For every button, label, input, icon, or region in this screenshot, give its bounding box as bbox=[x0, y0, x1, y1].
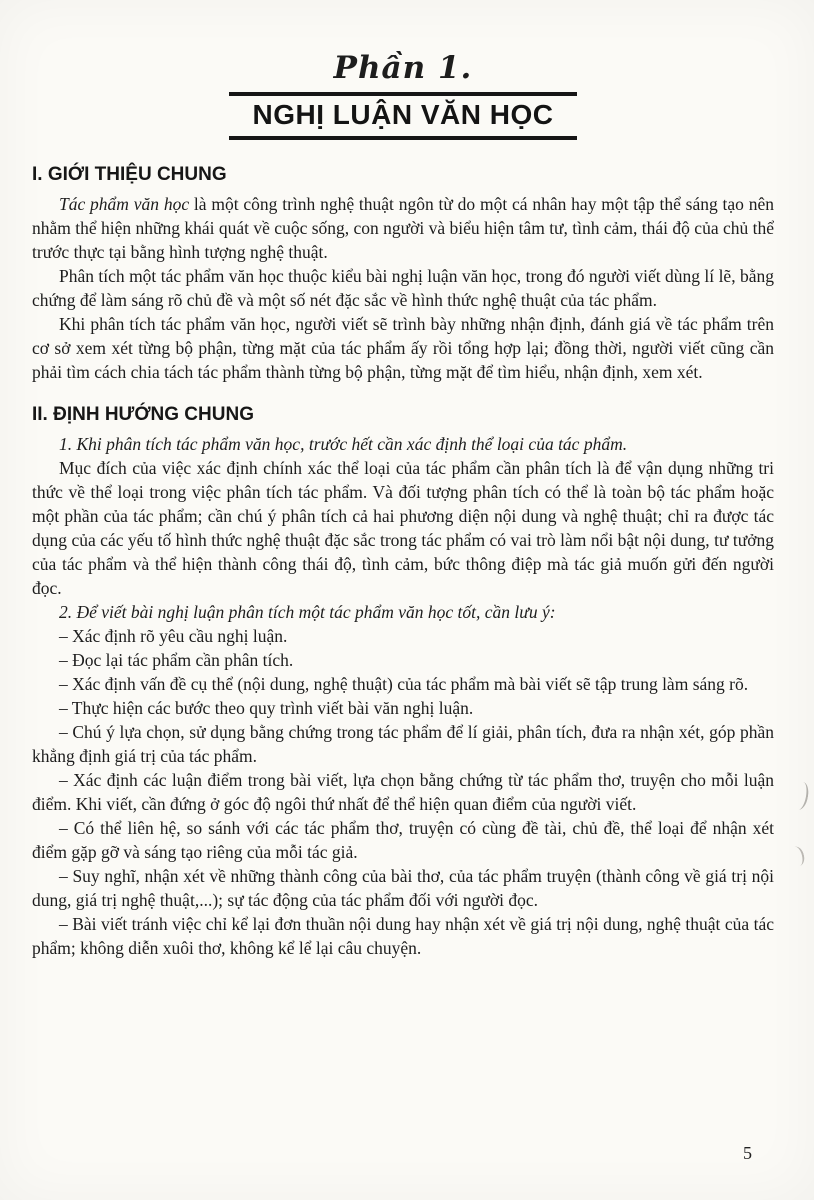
chapter-title-box bbox=[229, 92, 577, 140]
list-item: – Xác định vấn đề cụ thể (nội dung, nghệ thuật) của tác phẩm mà bài viết sẽ tập trung làm sáng rõ. bbox=[59, 674, 749, 694]
section-heading-dinh-huong: II. ĐỊNH HƯỚNG CHUNG bbox=[32, 404, 254, 425]
scan-artifact bbox=[794, 781, 811, 811]
list-item: – Chú ý lựa chọn, sử dụng bằng chứng trong tác phẩm để lí giải, phân tích, đưa ra nhận xét, góp phần khẳng định giá trị của tác phẩm. bbox=[32, 722, 774, 766]
list-item: – Có thể liên hệ, so sánh với các tác phẩm thơ, truyện có cùng đề tài, chủ đề, thể loại để nhận xét điểm gặp gỡ và sáng tạo riêng của mỗi tác giả. bbox=[32, 818, 774, 862]
section-heading-gioi-thieu: I. GIỚI THIỆU CHUNG bbox=[32, 164, 227, 185]
list-item: – Xác định các luận điểm trong bài viết, lựa chọn bằng chứng từ tác phẩm thơ, truyện cho mỗi luận điểm. Khi viết, cần đứng ở góc độ ngôi thứ nhất để thể hiện quan điểm của người viết. bbox=[32, 770, 774, 814]
paragraph bbox=[32, 192, 774, 264]
chapter-title: NGHỊ LUẬN VĂN HỌC bbox=[252, 99, 554, 130]
paragraph: Mục đích của việc xác định chính xác thể loại của tác phẩm cần phân tích là để vận dụng những tri thức về thể loại trong việc phân tích tác phẩm. Và đối tượng phân tích có thể là toàn bộ tác phẩm hoặc một phần của tác phẩm; cần chú ý phân tích cả hai phương diện nội dung và nghệ thuật; chỉ ra được tác dụng của các yếu tố hình thức nghệ thuật đặc sắc trong tác phẩm có vai trò làm nổi bật nội dung, tư tưởng của tác phẩm và thể hiện thành công thái độ, tình cảm, bức thông điệp mà tác giả muốn gửi đến người đọc. bbox=[32, 458, 774, 598]
scan-artifact bbox=[792, 845, 807, 867]
paragraph-text: là một công trình nghệ thuật ngôn từ do một cá nhân hay một tập thể sáng tạo nên nhằm thể hiện những khái quát về cuộc sống, con người và biểu hiện tâm tư, tình cảm, thái độ của chủ thể trước thực tại bằng hình tượng nghệ thuật. bbox=[32, 194, 774, 262]
paragraph-lead-term: Tác phẩm văn học bbox=[59, 194, 190, 214]
list-item: – Đọc lại tác phẩm cần phân tích. bbox=[59, 650, 294, 670]
paragraph: Khi phân tích tác phẩm văn học, người viết sẽ trình bày những nhận định, đánh giá về tác phẩm trên cơ sở xem xét từng bộ phận, từng mặt của tác phẩm ấy rồi tổng hợp lại; đồng thời, người viết cũng cần phải tìm cách chia tách tác phẩm thành từng bộ phận, từng mặt để tìm hiểu, nhận định, xem xét. bbox=[32, 314, 774, 382]
guideline-point-1: 1. Khi phân tích tác phẩm văn học, trước hết cần xác định thể loại của tác phẩm. bbox=[59, 434, 628, 454]
guideline-point-2: 2. Để viết bài nghị luận phân tích một tác phẩm văn học tốt, cần lưu ý: bbox=[59, 602, 556, 622]
page-number: 5 bbox=[743, 1143, 752, 1163]
list-item: – Thực hiện các bước theo quy trình viết bài văn nghị luận. bbox=[59, 698, 474, 718]
list-item: – Suy nghĩ, nhận xét về những thành công của bài thơ, của tác phẩm truyện (thành công về giá trị nội dung, giá trị nghệ thuật,...); sự tác động của tác phẩm đối với người đọc. bbox=[32, 866, 774, 910]
paragraph: Phân tích một tác phẩm văn học thuộc kiểu bài nghị luận văn học, trong đó người viết dùng lí lẽ, bằng chứng để làm sáng rõ chủ đề và một số nét đặc sắc về hình thức nghệ thuật của tác phẩm. bbox=[32, 266, 774, 310]
list-item: – Xác định rõ yêu cầu nghị luận. bbox=[59, 626, 288, 646]
list-item: – Bài viết tránh việc chỉ kể lại đơn thuần nội dung hay nhận xét về giá trị nội dung, nghệ thuật của tác phẩm; không diễn xuôi thơ, không kể lể lại câu chuyện. bbox=[32, 914, 774, 958]
chapter-header bbox=[32, 50, 774, 140]
page-content bbox=[32, 50, 774, 960]
part-label: Phần 1. bbox=[333, 50, 473, 86]
